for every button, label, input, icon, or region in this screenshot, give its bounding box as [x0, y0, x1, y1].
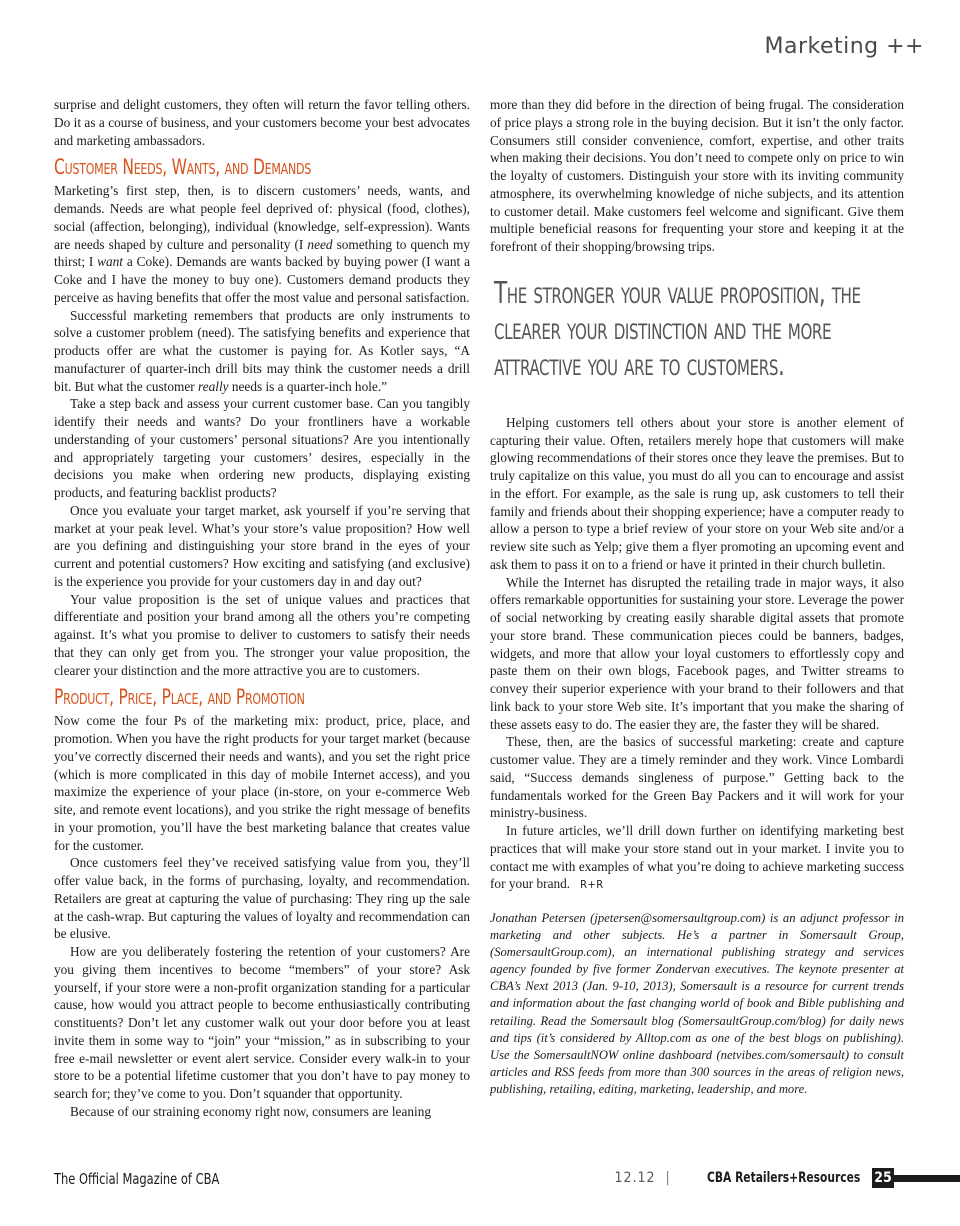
paragraph: Your value proposition is the set of unique values and practices that differentiate and position your brand among all the others you’re competing against. It’s what you promise to deliver to customers to satisfy their needs that they can only get from you. The stronger your value proposition, the clearer your distinction and the more attractive you are to customers. — [54, 591, 470, 678]
paragraph: surprise and delight customers, they often will return the favor telling others. Do it as a course of business, and your customers become your best advocates and marketing ambassadors. — [54, 97, 470, 148]
paragraph: Successful marketing remembers that products are only instruments to solve a customer problem (need). The satisfying benefits and experience that products offer are what the customer is paying for. As Kotler says, “A manufacturer of quarter-inch drill bits may think the customer needs a drill bit. But what the customer really needs is a quarter-inch hole.” — [54, 307, 470, 394]
pull-quote: The stronger your value proposition, the clearer your distinction and the more attractive you are to customers. — [494, 275, 861, 383]
paragraph: These, then, are the basics of successful marketing: create and capture customer value. They are a timely reminder and they work. Vince Lombardi said, “Success demands singleness of purpose.” Getting back to the fundamentals worked for the Green Bay Packers and it will work for your ministry-business. — [490, 734, 904, 821]
footer-magazine-tagline: The Official Magazine of CBA — [54, 1170, 220, 1188]
paragraph: How are you deliberately fostering the retention of your customers? Are you giving them incentives to become “members” of your store? Ask yourself, if your store were a non-profit organization standing for a particular cause, how would you attract people to become enthusiastically contributing constituents? Don’t let any customer walk out your door before you at least invite them in some way to “join” your “mission,” as in subscribing to your free e-mail newsletter or event alert service. Consider every walk-in to your store to be a potential lifetime customer that you don’t have to pay money to search for; they’ve come to you. Don’t squander that opportunity. — [54, 944, 470, 1101]
footer-separator: | — [665, 1170, 670, 1186]
author-bio: Jonathan Petersen (jpetersen@somersaultgroup.com) is an adjunct professor in marketing and other subjects. He’s a partner in Somersault Group, (SomersaultGroup.com), an international publishing strategy and services agency founded by five former Zondervan executives. The keynote presenter at CBA’s Next 2013 (Jan. 9-10, 2013), Somersault is a resource for current trends and information about the fast changing world of book and Bible publishing and retailing. Read the Somersault blog (SomersaultGroup.com/blog) for daily news and tips (it’s considered by Alltop.com as one of the best blogs on publishing). Use the SomersaultNOW online dashboard (netvibes.com/somersault) to consult articles and RSS feeds from more than 300 sources in the areas of religion news, publishing, retailing, editing, marketing, leadership, and more. — [490, 911, 904, 1096]
paragraph: Now come the four Ps of the marketing mix: product, price, place, and promotion. When you have the right products for your target market (because you’ve correctly discerned their needs and wants), and you set the right price (which is more complicated in this day of mobile Internet access), and you maximize the experience of your place (in-store, on your e-commerce Web site, and remote event locations), and you strike the right message of benefits in your promotion, you’ll have the best marketing balance that creates value for the customer. — [54, 713, 470, 853]
paragraph: In future articles, we’ll drill down further on identifying marketing best practices that will make your store stand out in your market. I invite you to contact me with examples of what you’re doing to achieve marketing success for your brand. R+R — [490, 823, 904, 892]
footer — [0, 1168, 960, 1190]
subhead-four-ps: Product, Price, Place, and Promotion — [54, 685, 305, 710]
paragraph: Marketing’s first step, then, is to discern customers’ needs, wants, and demands. Needs are what people feel deprived of: physical (food, clothes), social (affection, belonging), individual (knowledge, self-expression). Wants are needs shaped by culture and personality (I need something to quench my thirst; I want a Coke). Demands are wants backed by buying power (I want a Coke and I have the money to buy one). Customers demand products they perceive as having benefits that offer the most value and personal satisfaction. — [54, 183, 470, 305]
end-mark: R+R — [580, 878, 604, 892]
paragraph: Take a step back and assess your current customer base. Can you tangibly identify their needs and wants? Do your frontliners have a workable understanding of your customers’ personal situations? Are you intentionally and appropriately targeting your customers’ desires, especially in the decisions you make when ordering new products, displaying existing products, and featuring backlist products? — [54, 396, 470, 500]
paragraph: more than they did before in the direction of being frugal. The consideration of price plays a strong role in the buying decision. But it isn’t the only factor. Consumers still consider convenience, comfort, expertise, and other traits when making their decisions. You don’t need to compete only on price to win the loyalty of customers. Distinguish your store with its inviting community atmosphere, its overwhelming knowledge of niche subjects, and its attention to customer detail. Make customers feel welcome and significant. Give them multiple beneficial reasons for frequenting your store and keeping it at the forefront of their shopping/browsing trips. — [490, 97, 904, 254]
paragraph: Once you evaluate your target market, ask yourself if you’re serving that market at your peak level. What’s your store’s value proposition? How well are you defining and distinguishing your store brand in the eyes of your current and potential customers? How exciting and satisfying (and exclusive) is the experience you provide for your customers day in and day out? — [54, 502, 470, 589]
subhead-needs-wants-demands: Customer Needs, Wants, and Demands — [54, 155, 312, 180]
section-tag: Marketing ++ — [764, 34, 924, 59]
footer-rule — [894, 1175, 960, 1182]
paragraph: While the Internet has disrupted the retailing trade in major ways, it also offers remarkable opportunities for sustaining your store. Leverage the power of social networking by creating easily sharable digital assets that promote your store brand. These communication pieces could be banners, badges, widgets, and more that allow your loyal customers to effortlessly copy and paste them on their own blogs, Facebook pages, and Twitter streams to convey their superior experience with your brand to their followers and that link back to your store Web site. It’s important that you make the sharing of these assets easy to do. The easier they are, the faster they will be shared. — [490, 574, 904, 732]
paragraph: Helping customers tell others about your store is another element of capturing their value. Often, retailers merely hope that customers will make glowing recommendations of their stores once they leave the premises. But to truly capitalize on this value, you must do all you can to encourage and assist in the effort. For example, as the sale is rung up, ask customers to tell their family and friends about their shopping experience; have a computer ready to allow a person to type a brief review of your store on your Web site and/or a review site such as Yelp; give them a flyer promoting an upcoming event and ask them to pass it on to a friend or have it printed in their church bulletin. — [490, 414, 904, 572]
left-column — [54, 96, 470, 1121]
issue-date: 12.12 — [614, 1170, 656, 1186]
footer-issue-info — [614, 1170, 860, 1186]
paragraph: Once customers feel they’ve received satisfying value from you, they’ll offer value back, in the forms of purchasing, loyalty, and recommendation. Retailers are great at capturing the value of purchasing: They ring up the sale at the cash-wrap. But capturing the values of loyalty and recommendation can be elusive. — [54, 855, 470, 942]
right-column — [490, 96, 904, 1098]
paragraph: Because of our straining economy right now, consumers are leaning — [70, 1103, 432, 1119]
page-number: 25 — [872, 1168, 894, 1188]
magazine-name: CBA Retailers+Resources — [706, 1170, 860, 1186]
